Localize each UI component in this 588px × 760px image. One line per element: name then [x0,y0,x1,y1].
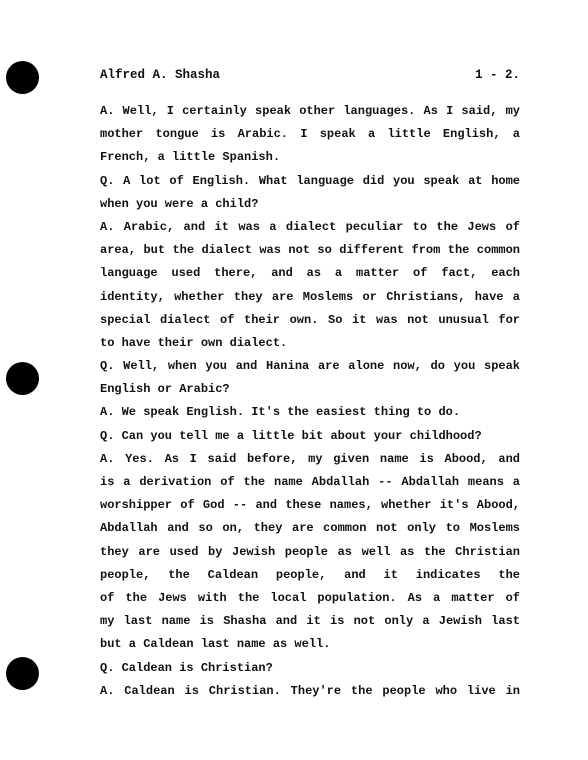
transcript-line: mother tongue is Arabic. I speak a little English, a [100,127,520,142]
transcript-body [100,100,520,703]
transcript-line: to have their own dialect. [100,335,288,350]
transcript-line: they are used by Jewish people as well as the Christian [100,544,520,559]
transcript-line: special dialect of their own. So it was not unusual for [100,312,520,327]
transcript-line: language used there, and as a matter of fact, each [100,266,520,281]
transcript-line: Q. Well, when you and Hanina are alone now, do you speak [100,359,520,374]
transcript-line: Q. Caldean is Christian? [100,660,273,675]
transcript-line: when you were a child? [100,196,259,211]
transcript-line: identity, whether they are Moslems or Christians, have a [100,289,520,304]
transcript-line: Q. Can you tell me a little bit about your childhood? [100,428,482,443]
transcript-line: A. Well, I certainly speak other languages. As I said, my [100,104,520,118]
transcript-line: French, a little Spanish. [100,150,281,165]
transcript-line: people, the Caldean people, and it indicates the [100,567,520,582]
page-number: 1 - 2. [474,68,520,82]
transcript-line: worshipper of God -- and these names, whether it's Abood, [100,498,520,513]
transcript-line: Q. A lot of English. What language did you speak at home [100,173,520,188]
transcript-line: my last name is Shasha and it is not only a Jewish last [100,614,520,629]
transcript-line: A. Arabic, and it was a dialect peculiar to the Jews of [100,219,520,234]
punch-hole [6,61,39,94]
transcript-line: A. We speak English. It's the easiest thing to do. [100,405,461,420]
transcript-line: area, but the dialect was not so different from the common [100,243,520,258]
transcript-line: is a derivation of the name Abdallah -- Abdallah means a [100,475,520,489]
punch-hole [6,362,39,395]
transcript-line: Abdallah and so on, they are common not only to Moslems [100,521,520,536]
page-header [100,68,520,88]
transcript-line: but a Caldean last name as well. [100,637,331,652]
transcript-line: A. Caldean is Christian. They're the people who live in [100,683,520,698]
transcript-line: A. Yes. As I said before, my given name is Abood, and [100,451,520,466]
punch-hole [6,657,39,690]
transcript-line: English or Arabic? [100,382,230,397]
interviewee-name: Alfred A. Shasha [100,68,221,82]
transcript-line: of the Jews with the local population. As a matter of [100,590,520,605]
